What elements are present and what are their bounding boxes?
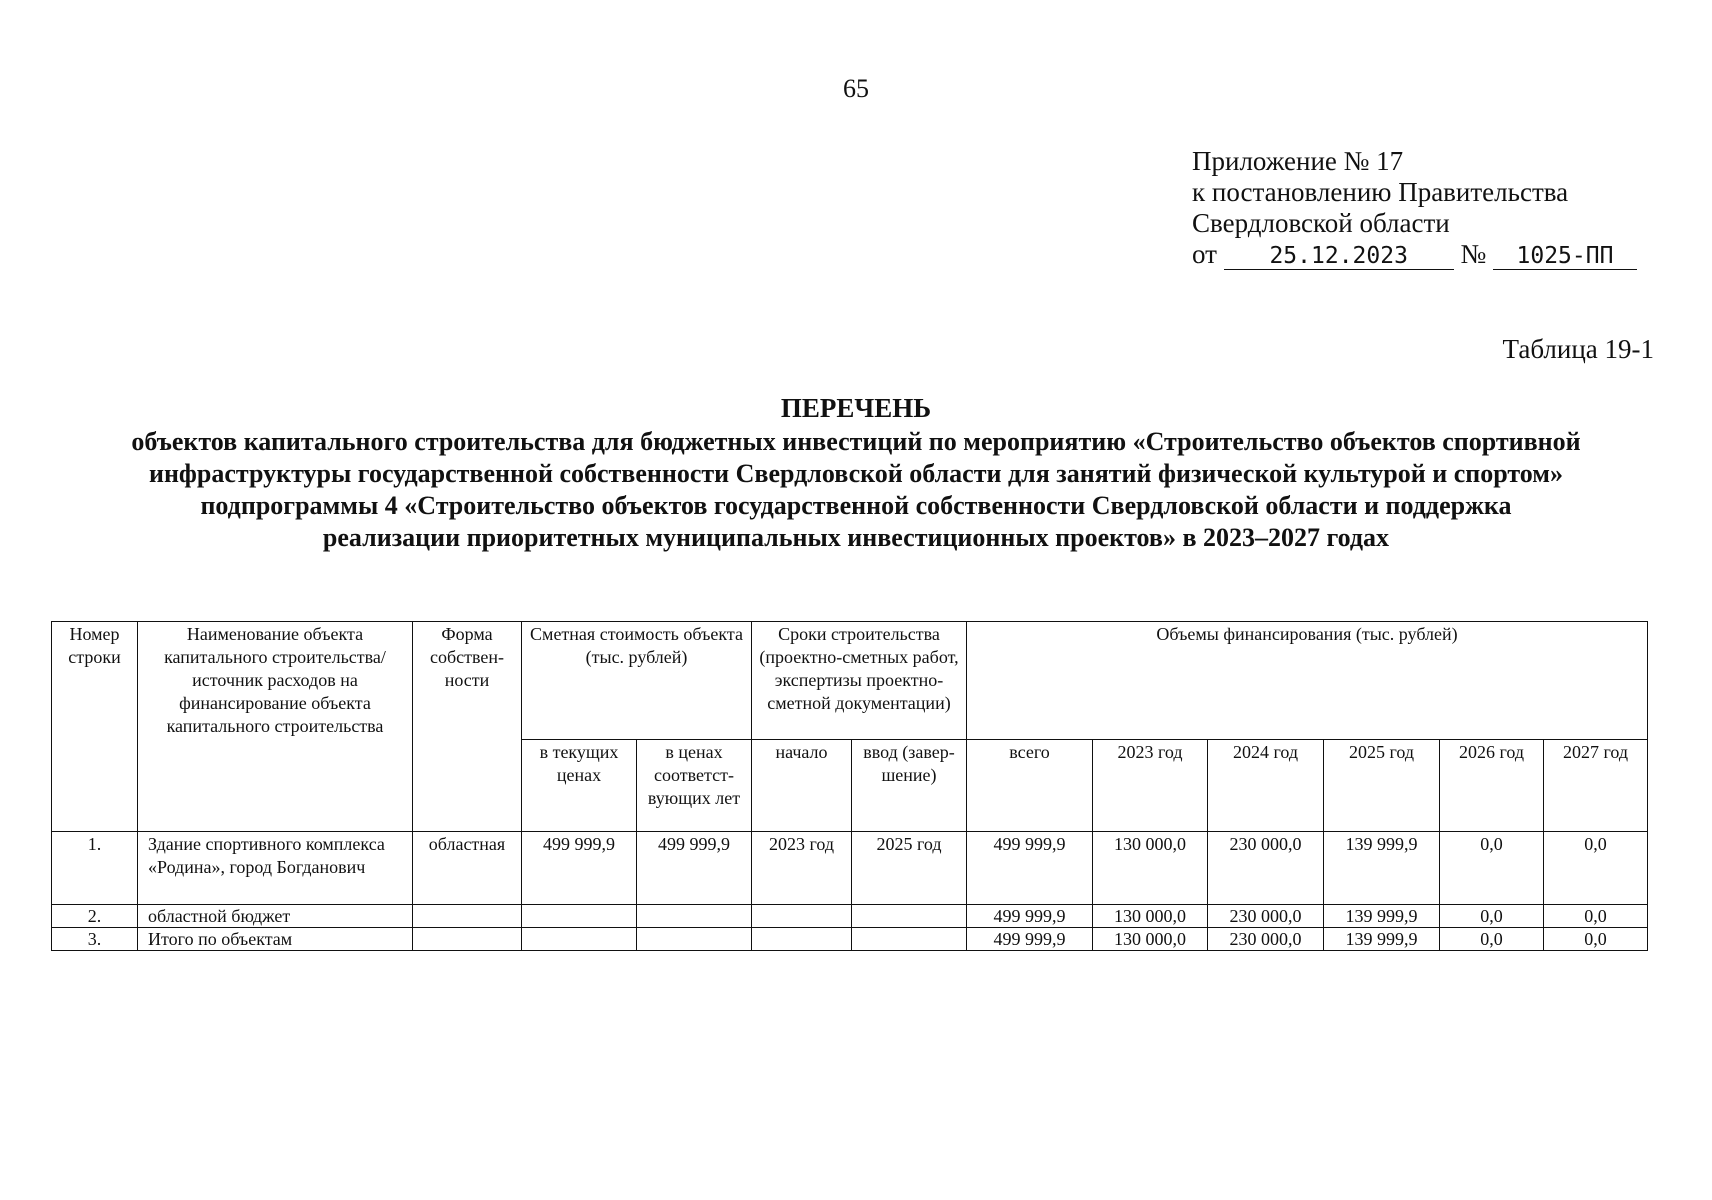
financing-2024: 230 000,0	[1208, 905, 1324, 928]
appendix-title: Приложение № 17	[1192, 146, 1404, 176]
start-year	[752, 905, 852, 928]
financing-2026: 0,0	[1440, 905, 1544, 928]
financing-2027: 0,0	[1544, 905, 1648, 928]
header-2023: 2023 год	[1093, 740, 1208, 832]
object-name: Здание спортивного комплекса «Родина», город Богданович	[138, 832, 413, 905]
heading-line-4: реализации приоритетных муниципальных инвестиционных проектов» в 2023–2027 годах	[322, 523, 1390, 552]
appendix-resolution: к постановлению Правительства	[1192, 177, 1569, 207]
financing-2025: 139 999,9	[1324, 905, 1440, 928]
investment-table	[51, 621, 1648, 951]
row-number: 3.	[52, 928, 138, 951]
financing-2023: 130 000,0	[1093, 928, 1208, 951]
header-total: всего	[967, 740, 1093, 832]
financing-2024: 230 000,0	[1208, 832, 1324, 905]
row-number: 2.	[52, 905, 138, 928]
header-financing: Объемы финансирования (тыс. рублей)	[967, 622, 1648, 740]
row-number: 1.	[52, 832, 138, 905]
appendix-block	[1192, 146, 1637, 270]
ownership	[413, 928, 522, 951]
header-object-name: Наименование объекта капитального строительства/ источник расходов на финансирование объекта капитального строительства	[138, 622, 413, 832]
date-prefix: от	[1192, 239, 1217, 269]
object-name: областной бюджет	[138, 905, 413, 928]
heading-line-1: объектов капитального строительства для бюджетных инвестиций по мероприятию «Строительство объектов спортивной	[131, 427, 1581, 456]
table-label: Таблица 19-1	[1502, 334, 1654, 364]
financing-2026: 0,0	[1440, 928, 1544, 951]
resolution-number: 1025-ПП	[1493, 243, 1637, 270]
table-row	[52, 832, 1648, 905]
respective-prices	[637, 905, 752, 928]
document-heading	[30, 392, 1682, 554]
current-prices: 499 999,9	[522, 832, 637, 905]
heading-line-2: инфраструктуры государственной собственности Свердловской области для занятий физической культурой и спортом»	[148, 459, 1564, 488]
header-estimated-cost: Сметная стоимость объекта (тыс. рублей)	[522, 622, 752, 740]
header-completion: ввод (завер-шение)	[852, 740, 967, 832]
header-ownership: Форма собствен-ности	[413, 622, 522, 832]
financing-2024: 230 000,0	[1208, 928, 1324, 951]
table-row	[52, 905, 1648, 928]
respective-prices: 499 999,9	[637, 832, 752, 905]
financing-2025: 139 999,9	[1324, 928, 1440, 951]
header-row-number: Номер строки	[52, 622, 138, 832]
financing-2026: 0,0	[1440, 832, 1544, 905]
header-respective-prices: в ценах соответст-вующих лет	[637, 740, 752, 832]
heading-line-3: подпрограммы 4 «Строительство объектов государственной собственности Свердловской области и поддержка	[200, 491, 1512, 520]
heading-title: ПЕРЕЧЕНЬ	[780, 393, 932, 423]
completion-year: 2025 год	[852, 832, 967, 905]
current-prices	[522, 905, 637, 928]
page-number: 65	[843, 74, 869, 103]
total-financing: 499 999,9	[967, 928, 1093, 951]
completion-year	[852, 928, 967, 951]
appendix-date-line	[1192, 239, 1637, 270]
total-financing: 499 999,9	[967, 832, 1093, 905]
current-prices	[522, 928, 637, 951]
header-2026: 2026 год	[1440, 740, 1544, 832]
total-financing: 499 999,9	[967, 905, 1093, 928]
respective-prices	[637, 928, 752, 951]
financing-2023: 130 000,0	[1093, 832, 1208, 905]
header-2025: 2025 год	[1324, 740, 1440, 832]
ownership	[413, 905, 522, 928]
financing-2027: 0,0	[1544, 928, 1648, 951]
start-year	[752, 928, 852, 951]
header-current-prices: в текущих ценах	[522, 740, 637, 832]
start-year: 2023 год	[752, 832, 852, 905]
header-2027: 2027 год	[1544, 740, 1648, 832]
financing-2027: 0,0	[1544, 832, 1648, 905]
appendix-region: Свердловской области	[1192, 208, 1450, 238]
header-start: начало	[752, 740, 852, 832]
table-row	[52, 928, 1648, 951]
resolution-date: 25.12.2023	[1224, 243, 1454, 270]
financing-2023: 130 000,0	[1093, 905, 1208, 928]
number-prefix: №	[1460, 239, 1487, 269]
financing-2025: 139 999,9	[1324, 832, 1440, 905]
completion-year	[852, 905, 967, 928]
object-name: Итого по объектам	[138, 928, 413, 951]
header-2024: 2024 год	[1208, 740, 1324, 832]
header-construction-terms: Сроки строительства (проектно-сметных работ, экспертизы проектно-сметной документации)	[752, 622, 967, 740]
ownership: областная	[413, 832, 522, 905]
